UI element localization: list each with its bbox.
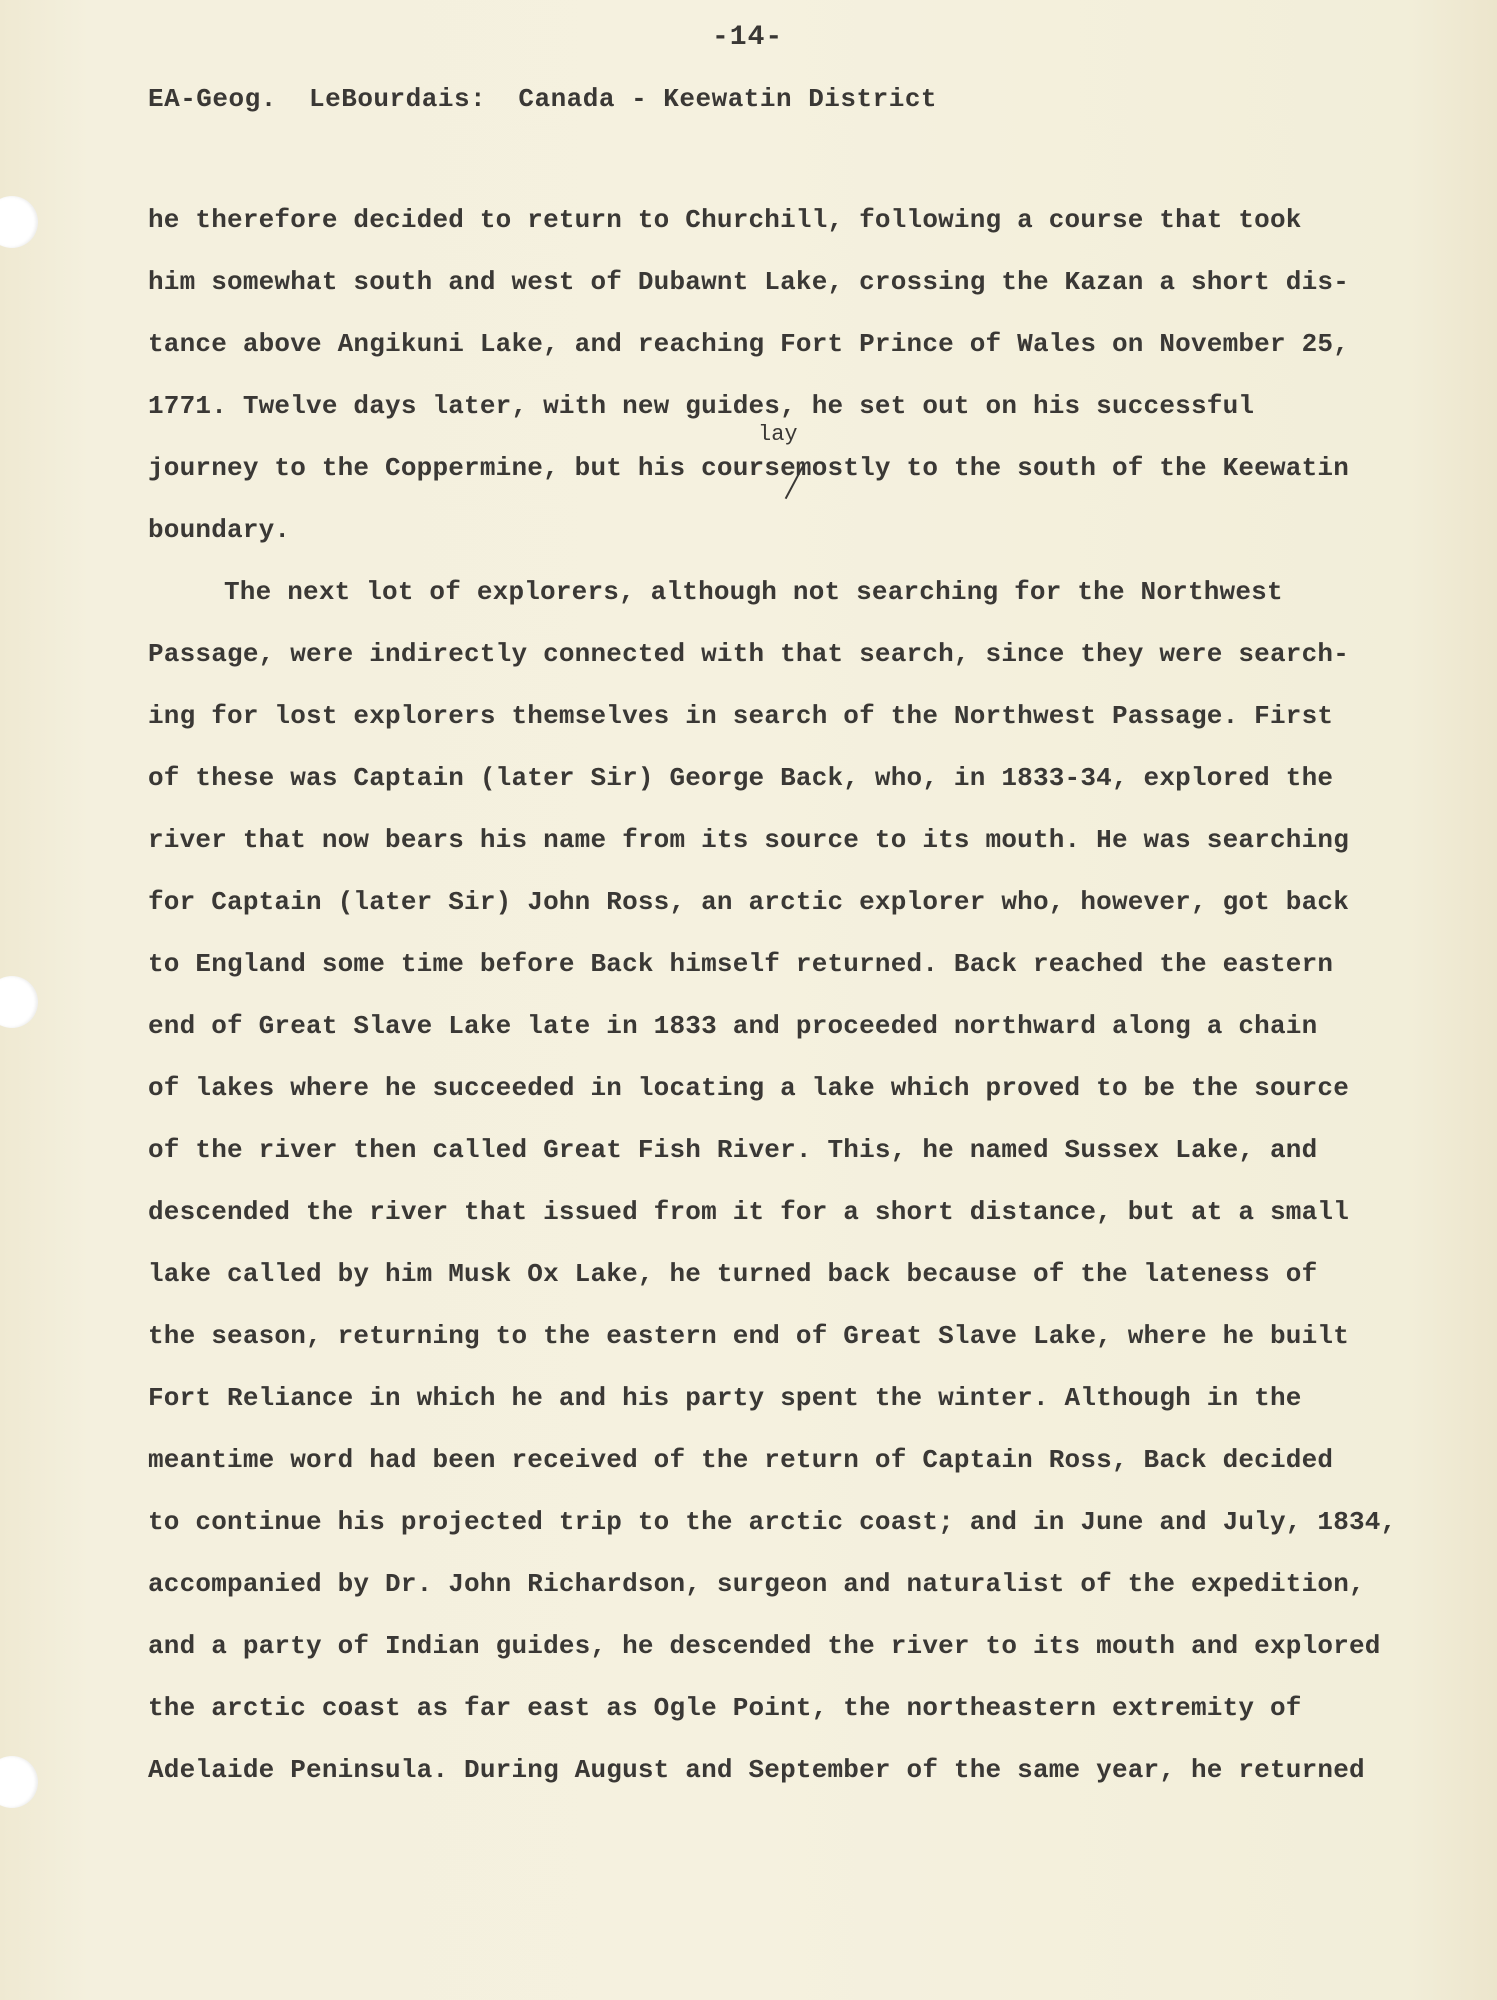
text-line: Adelaide Peninsula. During August and September of the same year, he returned: [148, 1755, 1365, 1785]
page-number: -14-: [712, 22, 784, 53]
text-line: he therefore decided to return to Churchill, following a course that took: [148, 205, 1302, 235]
text-line: for Captain (later Sir) John Ross, an arctic explorer who, however, got back: [148, 887, 1349, 917]
text-line: to continue his projected trip to the arctic coast; and in June and July, 1834,: [148, 1507, 1397, 1537]
paragraph-start-line: The next lot of explorers, although not searching for the Northwest: [224, 577, 1283, 607]
text-line: end of Great Slave Lake late in 1833 and proceeded northward along a chain: [148, 1011, 1318, 1041]
text-line: 1771. Twelve days later, with new guides, he set out on his successful: [148, 391, 1255, 421]
text-line-part: mostly to the south of the Keewatin: [795, 453, 1349, 483]
text-line: and a party of Indian guides, he descended the river to its mouth and explored: [148, 1631, 1381, 1661]
punch-hole: [0, 1756, 38, 1808]
text-line: Passage, were indirectly connected with that search, since they were search-: [148, 639, 1349, 669]
text-line: the season, returning to the eastern end of Great Slave Lake, where he built: [148, 1321, 1349, 1351]
text-line: Fort Reliance in which he and his party spent the winter. Although in the: [148, 1383, 1302, 1413]
text-line-with-insertion: [148, 448, 1349, 488]
text-line: tance above Angikuni Lake, and reaching Fort Prince of Wales on November 25,: [148, 329, 1349, 359]
text-line: descended the river that issued from it for a short distance, but at a small: [148, 1197, 1349, 1227]
text-line: river that now bears his name from its source to its mouth. He was searching: [148, 825, 1349, 855]
text-line: of the river then called Great Fish River. This, he named Sussex Lake, and: [148, 1135, 1318, 1165]
punch-hole: [0, 976, 38, 1028]
text-line: lake called by him Musk Ox Lake, he turned back because of the lateness of: [148, 1259, 1318, 1289]
document-header: EA-Geog. LeBourdais: Canada - Keewatin District: [148, 84, 938, 114]
text-line: accompanied by Dr. John Richardson, surgeon and naturalist of the expedition,: [148, 1569, 1365, 1599]
text-line: him somewhat south and west of Dubawnt Lake, crossing the Kazan a short dis-: [148, 267, 1349, 297]
text-line: to England some time before Back himself returned. Back reached the eastern: [148, 949, 1334, 979]
punch-hole: [0, 196, 38, 248]
text-line: ing for lost explorers themselves in search of the Northwest Passage. First: [148, 701, 1334, 731]
text-line: of these was Captain (later Sir) George Back, who, in 1833-34, explored the: [148, 763, 1334, 793]
text-line: boundary.: [148, 515, 291, 545]
handwritten-insertion: lay: [758, 422, 798, 447]
text-line-part: journey to the Coppermine, but his course: [148, 453, 796, 483]
text-line: meantime word had been received of the return of Captain Ross, Back decided: [148, 1445, 1334, 1475]
text-line: the arctic coast as far east as Ogle Point, the northeastern extremity of: [148, 1693, 1302, 1723]
text-line: of lakes where he succeeded in locating a lake which proved to be the source: [148, 1073, 1349, 1103]
